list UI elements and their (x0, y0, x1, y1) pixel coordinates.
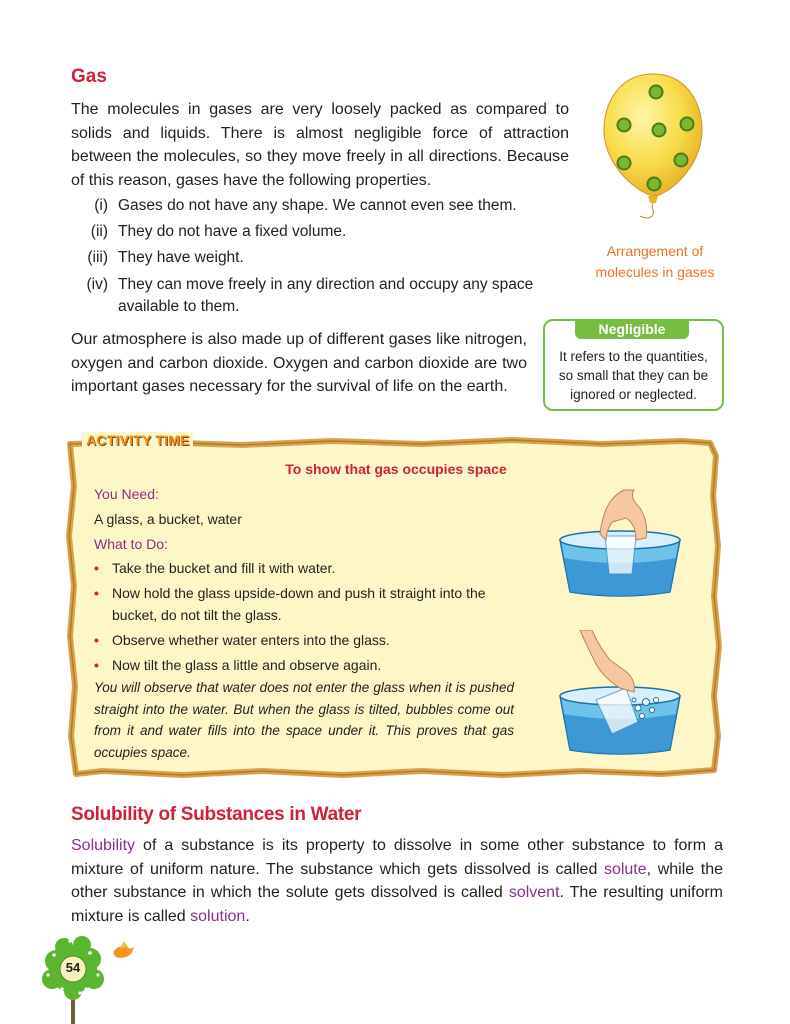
term-solvent: solvent (508, 884, 560, 901)
bucket-glass-tilted-illustration (550, 630, 690, 760)
step-item (94, 629, 524, 651)
activity-title: To show that gas occupies space (285, 461, 507, 477)
solubility-text: , while the other substance in which the solute gets dissolved is called (71, 860, 723, 901)
step-text: Now tilt the glass a little and observe again. (112, 657, 382, 673)
term-solubility: Solubility (71, 837, 136, 854)
gas-properties-list (62, 193, 570, 318)
property-number: (iii) (87, 249, 108, 266)
property-number: (ii) (90, 223, 108, 240)
property-item (62, 245, 570, 271)
gas-heading: Gas (71, 66, 107, 87)
property-text: They can move freely in any direction and occupy any space available to them. (118, 276, 534, 315)
bucket-glass-straight-illustration (550, 488, 690, 600)
step-item (94, 557, 524, 579)
bullet-icon: • (94, 632, 99, 648)
step-text: Observe whether water enters into the glass. (112, 632, 390, 648)
balloon-caption (585, 241, 725, 283)
balloon-illustration (598, 72, 708, 222)
property-text: They do not have a fixed volume. (118, 223, 347, 240)
step-text: Now hold the glass upside-down and push it straight into the bucket, do not tilt the glass. (112, 585, 486, 623)
negligible-definition-box (543, 319, 724, 411)
caption-line: Arrangement of (606, 243, 704, 259)
step-text: Take the bucket and fill it with water. (112, 560, 336, 576)
term-solution: solution (190, 907, 246, 925)
bullet-icon: • (94, 585, 99, 601)
step-item (94, 582, 524, 626)
property-item (62, 274, 570, 318)
what-to-do-label: What to Do: (94, 536, 168, 552)
tree-page-decoration (40, 935, 140, 1024)
step-item (94, 654, 524, 676)
property-number: (i) (94, 197, 108, 214)
activity-time-label: ACTIVITY TIME (82, 432, 193, 448)
page-number: 54 (65, 960, 81, 975)
solubility-text: . The resulting uniform mixture is called (71, 884, 724, 925)
you-need-label: You Need: (94, 486, 159, 502)
activity-observation: You will observe that water does not enter the glass when it is pushed straight into the water. But when the glass is tilted, bubbles come out from it and water fills into the space under it. This proves that gas occupies space. (94, 680, 514, 760)
property-text: Gases do not have any shape. We cannot even see them. (118, 197, 517, 214)
you-need-text: A glass, a bucket, water (94, 511, 242, 527)
solubility-paragraph (71, 834, 723, 928)
term-solute: solute (603, 860, 647, 878)
bullet-icon: • (94, 560, 99, 576)
caption-line: molecules in gases (595, 264, 715, 280)
property-item (62, 193, 570, 219)
solubility-heading: Solubility of Substances in Water (71, 804, 362, 825)
bullet-icon: • (94, 657, 99, 673)
solubility-text: . (245, 907, 250, 925)
property-text: They have weight. (118, 249, 244, 266)
activity-steps (94, 557, 524, 676)
negligible-title: Negligible (575, 319, 689, 339)
solubility-text: of a substance is its property to dissolve in some other substance to form a mixture of uniform nature. The substance which gets dissolved is called (71, 837, 723, 878)
property-number: (iv) (86, 276, 108, 293)
atmosphere-paragraph: Our atmosphere is also made up of different gases like nitrogen, oxygen and carbon dioxide. Oxygen and carbon dioxide are two important gases necessary for the survival of life on the earth. (71, 331, 527, 395)
negligible-text: It refers to the quantities, so small that they can be ignored or neglected. (558, 349, 709, 402)
property-item (62, 219, 570, 245)
gas-intro-paragraph: The molecules in gases are very loosely packed as compared to solids and liquids. There is almost negligible force of attraction between the molecules, so they move freely in all directions. Because of this reason, gases have the following properties. (71, 101, 569, 189)
